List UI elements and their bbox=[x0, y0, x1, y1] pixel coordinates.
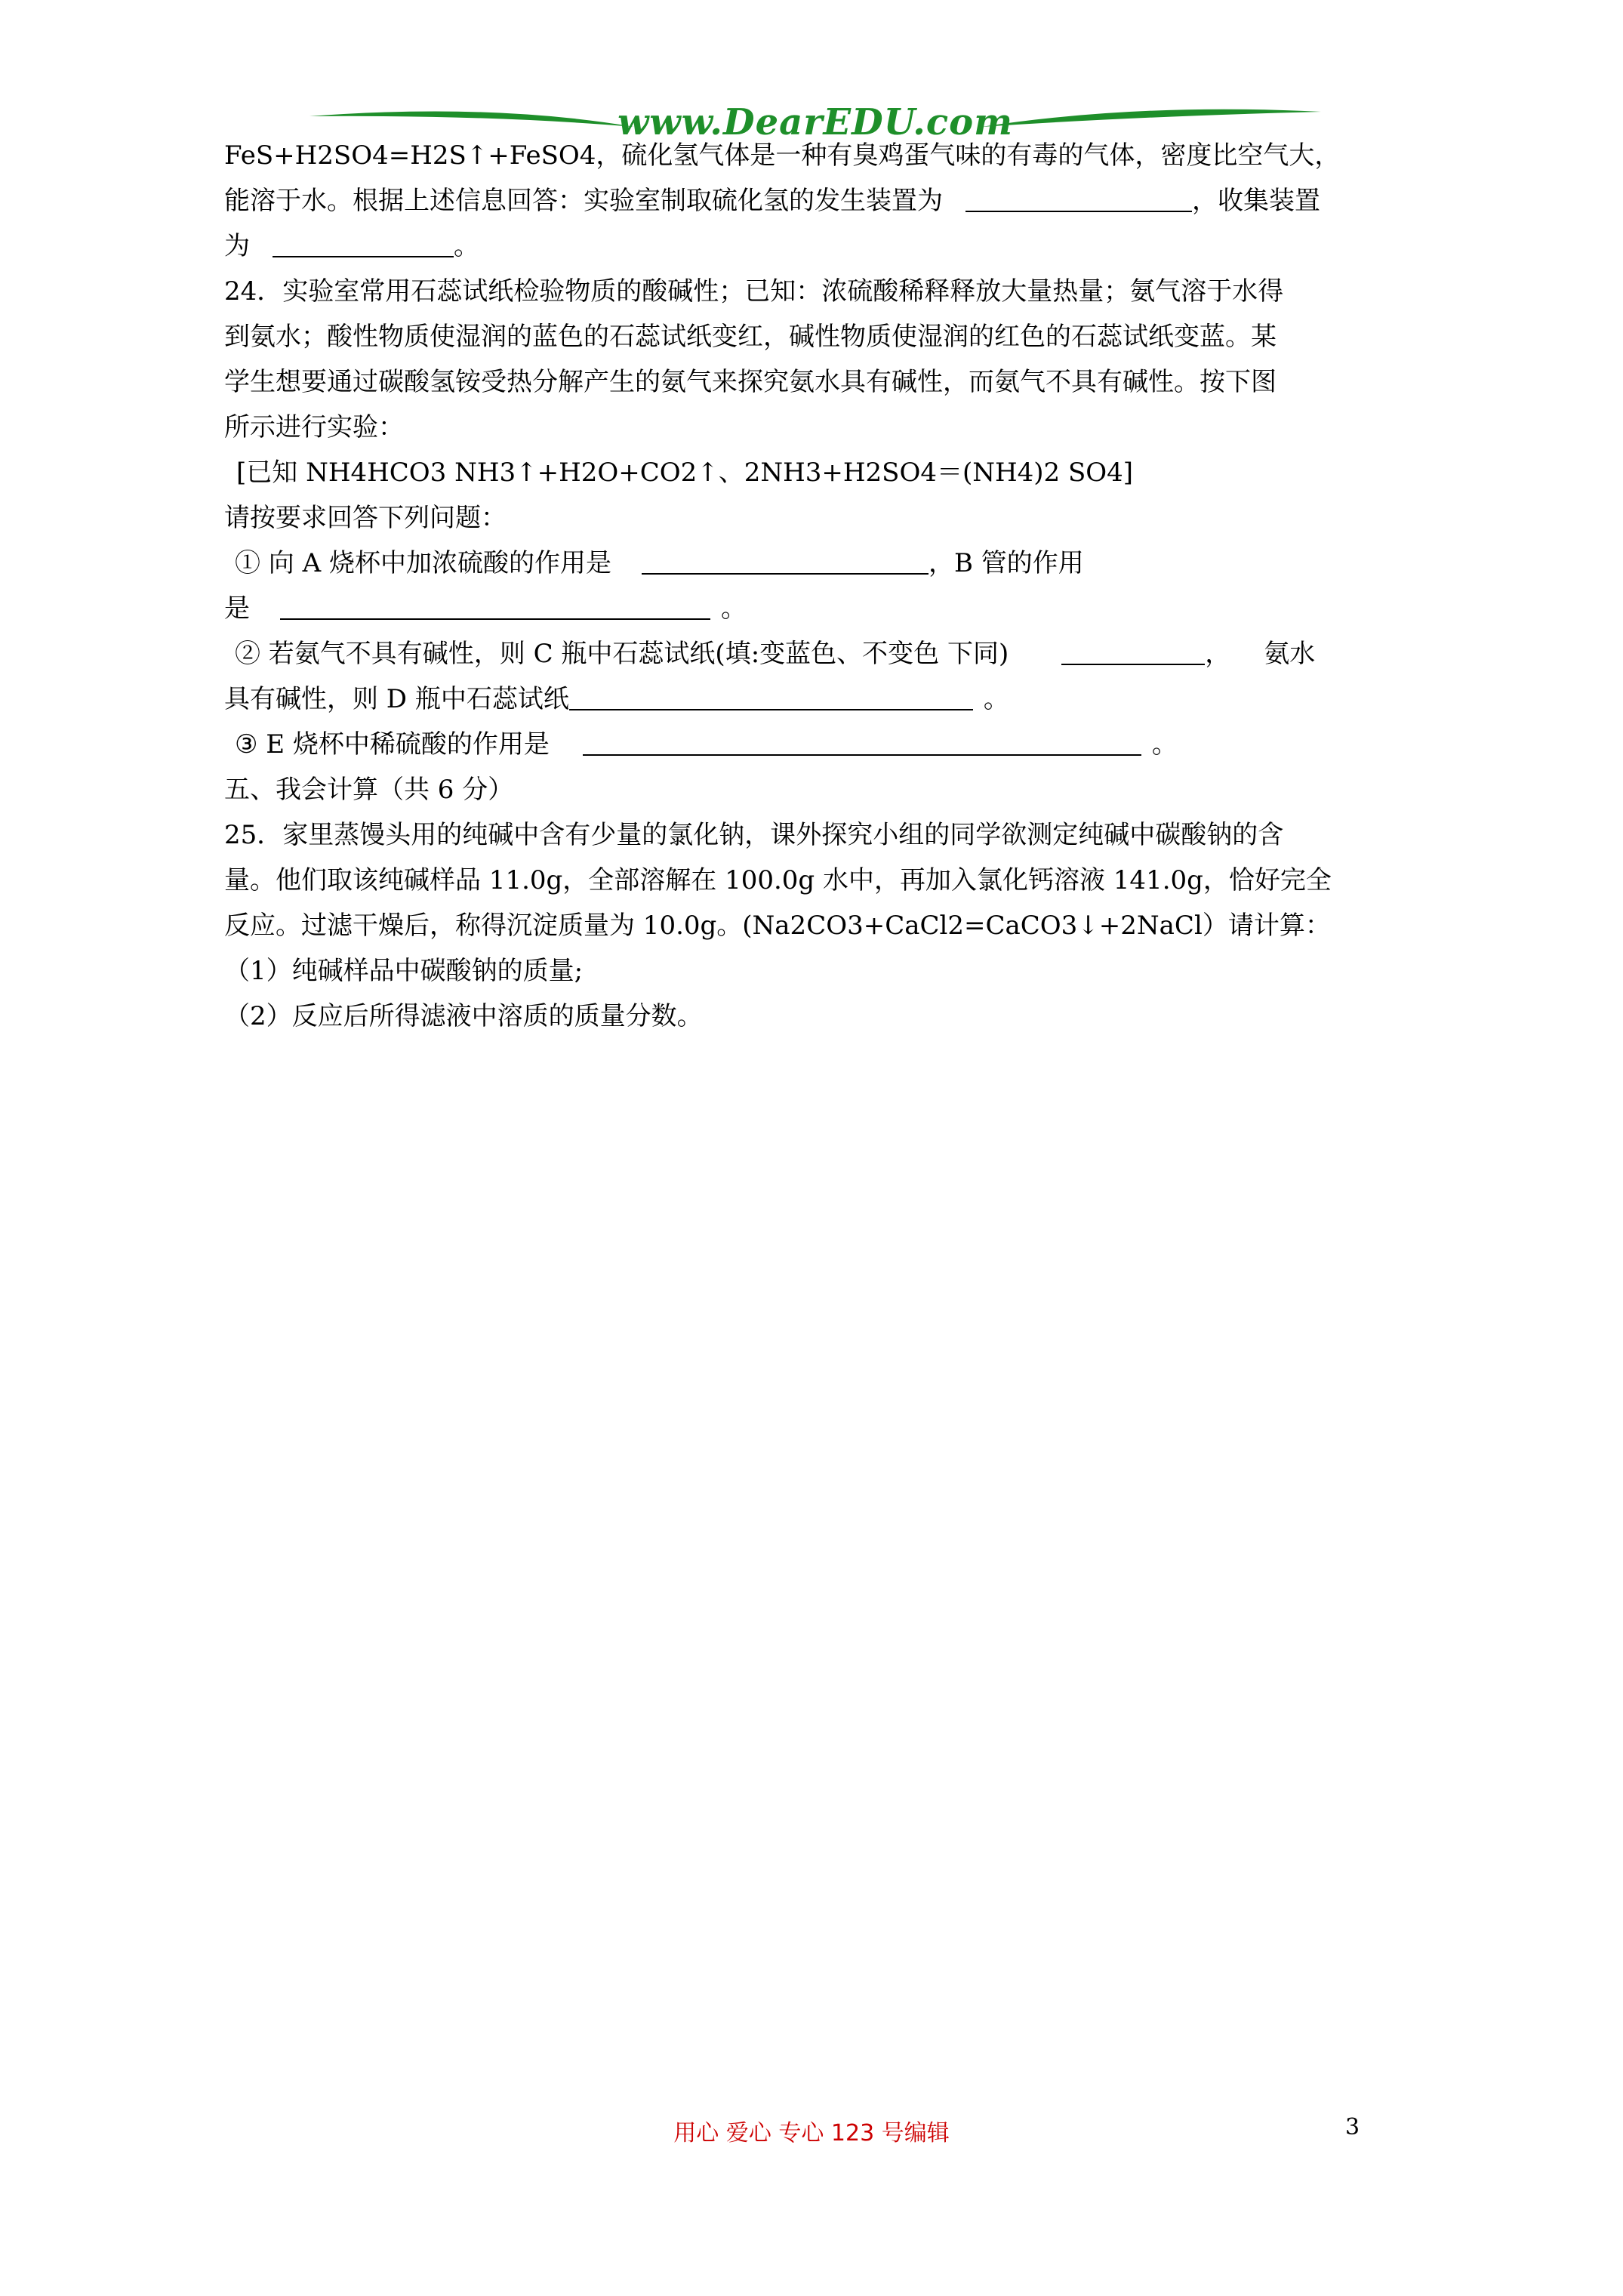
answer-blank[interactable] bbox=[280, 590, 710, 620]
text-line: 为 。 bbox=[224, 223, 1424, 269]
sub-question-2: ② 若氨气不具有碱性，则 C 瓶中石蕊试纸(填:变蓝色、不变色 下同) ， 氨水 bbox=[224, 631, 1424, 676]
text-line: 具有碱性，则 D 瓶中石蕊试纸 。 bbox=[224, 676, 1424, 722]
sub-question-1: ① 向 A 烧杯中加浓硫酸的作用是 ，B 管的作用 bbox=[224, 541, 1424, 586]
page-number: 3 bbox=[1345, 2114, 1360, 2140]
document-body bbox=[224, 133, 1424, 1039]
text-line: 是 。 bbox=[224, 586, 1424, 631]
answer-blank[interactable] bbox=[965, 182, 1192, 212]
answer-blank[interactable] bbox=[583, 726, 1141, 756]
sub-question-3: ③ E 烧杯中稀硫酸的作用是 。 bbox=[224, 722, 1424, 767]
answer-blank[interactable] bbox=[273, 227, 454, 257]
question-25: 25．家里蒸馒头用的纯碱中含有少量的氯化钠，课外探究小组的同学欲测定纯碱中碳酸钠的含 bbox=[224, 820, 1284, 850]
text-line: 量。他们取该纯碱样品 11.0g，全部溶解在 100.0g 水中，再加入氯化钙溶液 141.0g，恰好完全 bbox=[224, 865, 1332, 895]
text-line: （1）纯碱样品中碳酸钠的质量; bbox=[224, 956, 584, 986]
answer-blank[interactable] bbox=[569, 680, 973, 710]
section-heading: 五、我会计算（共 6 分） bbox=[224, 775, 514, 805]
reaction-equation: [已知 NH4HCO3 NH3↑+H2O+CO2↑、2NH3+H2SO4＝(NH4)2 SO4] bbox=[236, 458, 1134, 488]
text-line: （2）反应后所得滤液中溶质的质量分数。 bbox=[224, 1001, 703, 1031]
text-line: 能溶于水。根据上述信息回答：实验室制取硫化氢的发生装置为 ，收集装置 bbox=[224, 178, 1424, 223]
text-line: 反应。过滤干燥后，称得沉淀质量为 10.0g。(Na2CO3+CaCl2=CaCO3↓+2NaCl）请计算： bbox=[224, 911, 1331, 941]
answer-blank[interactable] bbox=[1061, 635, 1205, 665]
answer-blank[interactable] bbox=[642, 544, 929, 575]
logo-text: www.DearEDU.com bbox=[617, 101, 1013, 143]
footer-text: 用心 爱心 专心 123 号编辑 bbox=[673, 2120, 950, 2147]
text-line: 到氨水；酸性物质使湿润的蓝色的石蕊试纸变红，碱性物质使湿润的红色的石蕊试纸变蓝。某 bbox=[224, 322, 1277, 352]
text-line: 所示进行实验： bbox=[224, 412, 404, 442]
text-line: FeS+H2SO4=H2S↑+FeSO4，硫化氢气体是一种有臭鸡蛋气味的有毒的气体，密度比空气大， bbox=[224, 140, 1341, 171]
question-24: 24．实验室常用石蕊试纸检验物质的酸碱性；已知：浓硫酸稀释释放大量热量；氨气溶于水得 bbox=[224, 276, 1284, 307]
text-line: 请按要求回答下列问题： bbox=[224, 503, 507, 533]
text-line: 学生想要通过碳酸氢铵受热分解产生的氨气来探究氨水具有碱性，而氨气不具有碱性。按下图 bbox=[224, 367, 1277, 397]
